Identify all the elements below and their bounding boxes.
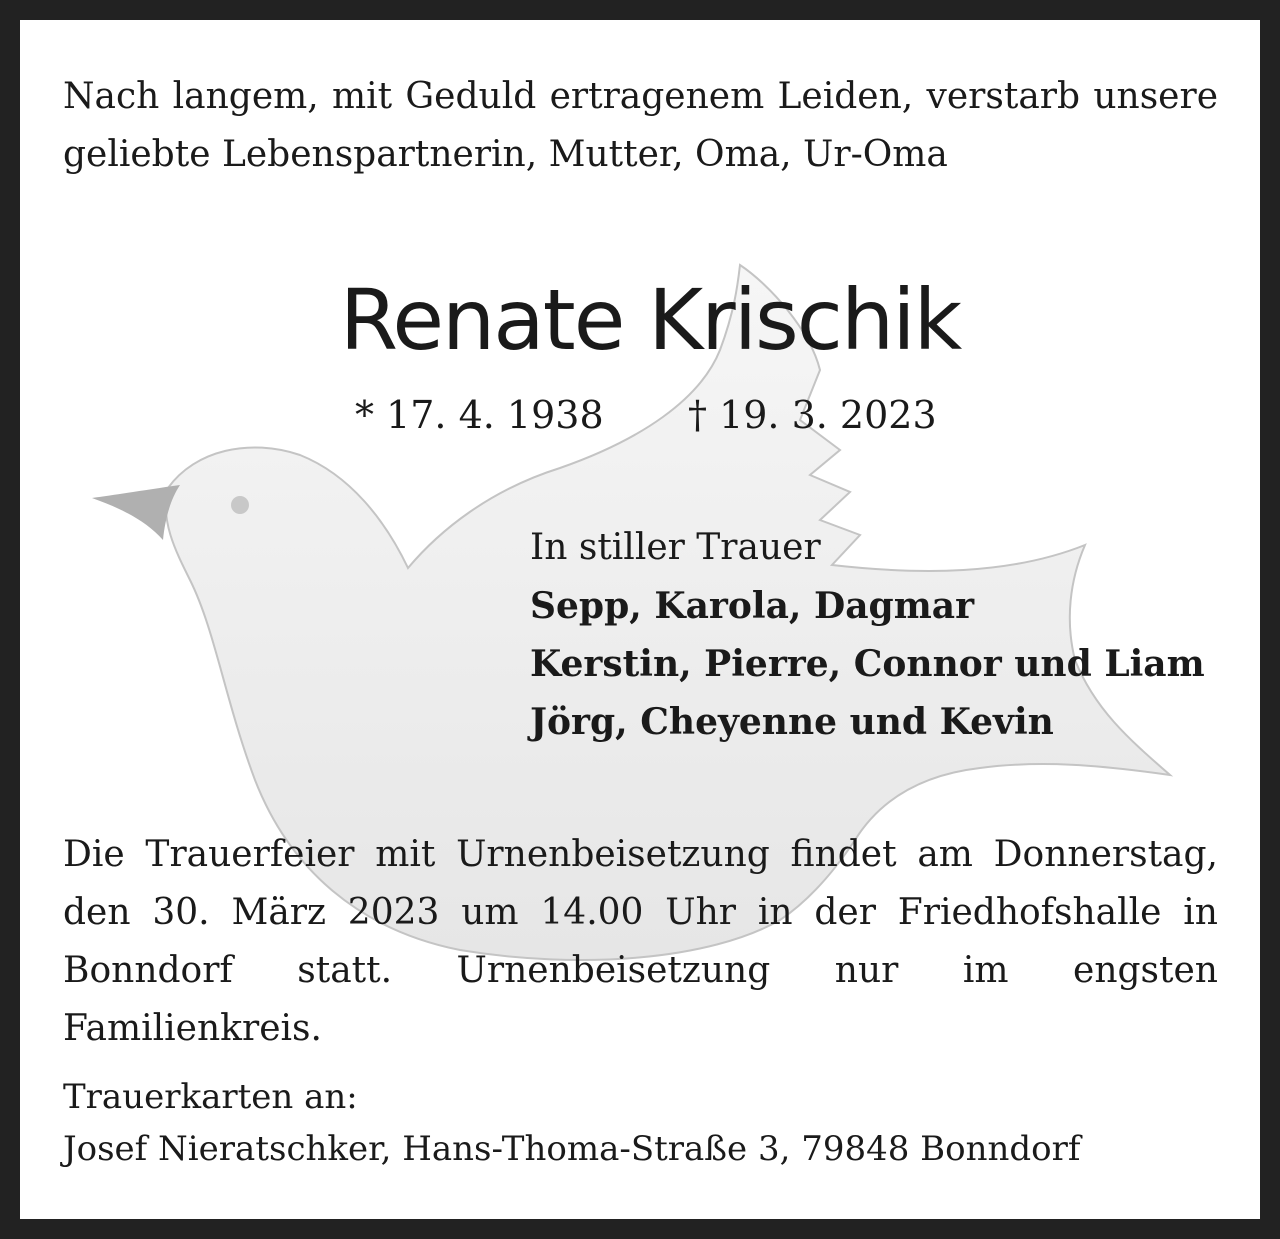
mourning-label: In stiller Trauer — [530, 527, 821, 568]
mourner-line: Kerstin, Pierre, Connor und Liam — [530, 643, 1205, 685]
cards-address: Josef Nieratschker, Hans-Thoma-Straße 3, 79848 Bonndorf — [63, 1129, 1081, 1169]
dove-eye — [231, 496, 249, 514]
deceased-name: Renate Krischik — [339, 271, 961, 369]
mourner-line: Sepp, Karola, Dagmar — [530, 585, 975, 627]
ceremony-text: Die Trauerfeier mit Urnenbeisetzung findet am Donnerstag, den 30. März 2023 um 14.00 Uhr in der Friedhofshalle in Bonndorf statt. Urnenbeisetzung nur im engsten Familienkreis. — [63, 834, 1218, 1049]
mourner-line: Jörg, Cheyenne und Kevin — [530, 701, 1054, 743]
cards-label: Trauerkarten an: — [63, 1077, 358, 1117]
intro-text: Nach langem, mit Geduld ertragenem Leiden, verstarb unsere geliebte Lebenspartnerin, Mutter, Oma, Ur-Oma — [63, 76, 1218, 175]
death-date: † 19. 3. 2023 — [688, 393, 937, 437]
obituary-notice — [20, 20, 1260, 1219]
birth-date: * 17. 4. 1938 — [355, 393, 604, 437]
dove-beak — [92, 485, 180, 540]
